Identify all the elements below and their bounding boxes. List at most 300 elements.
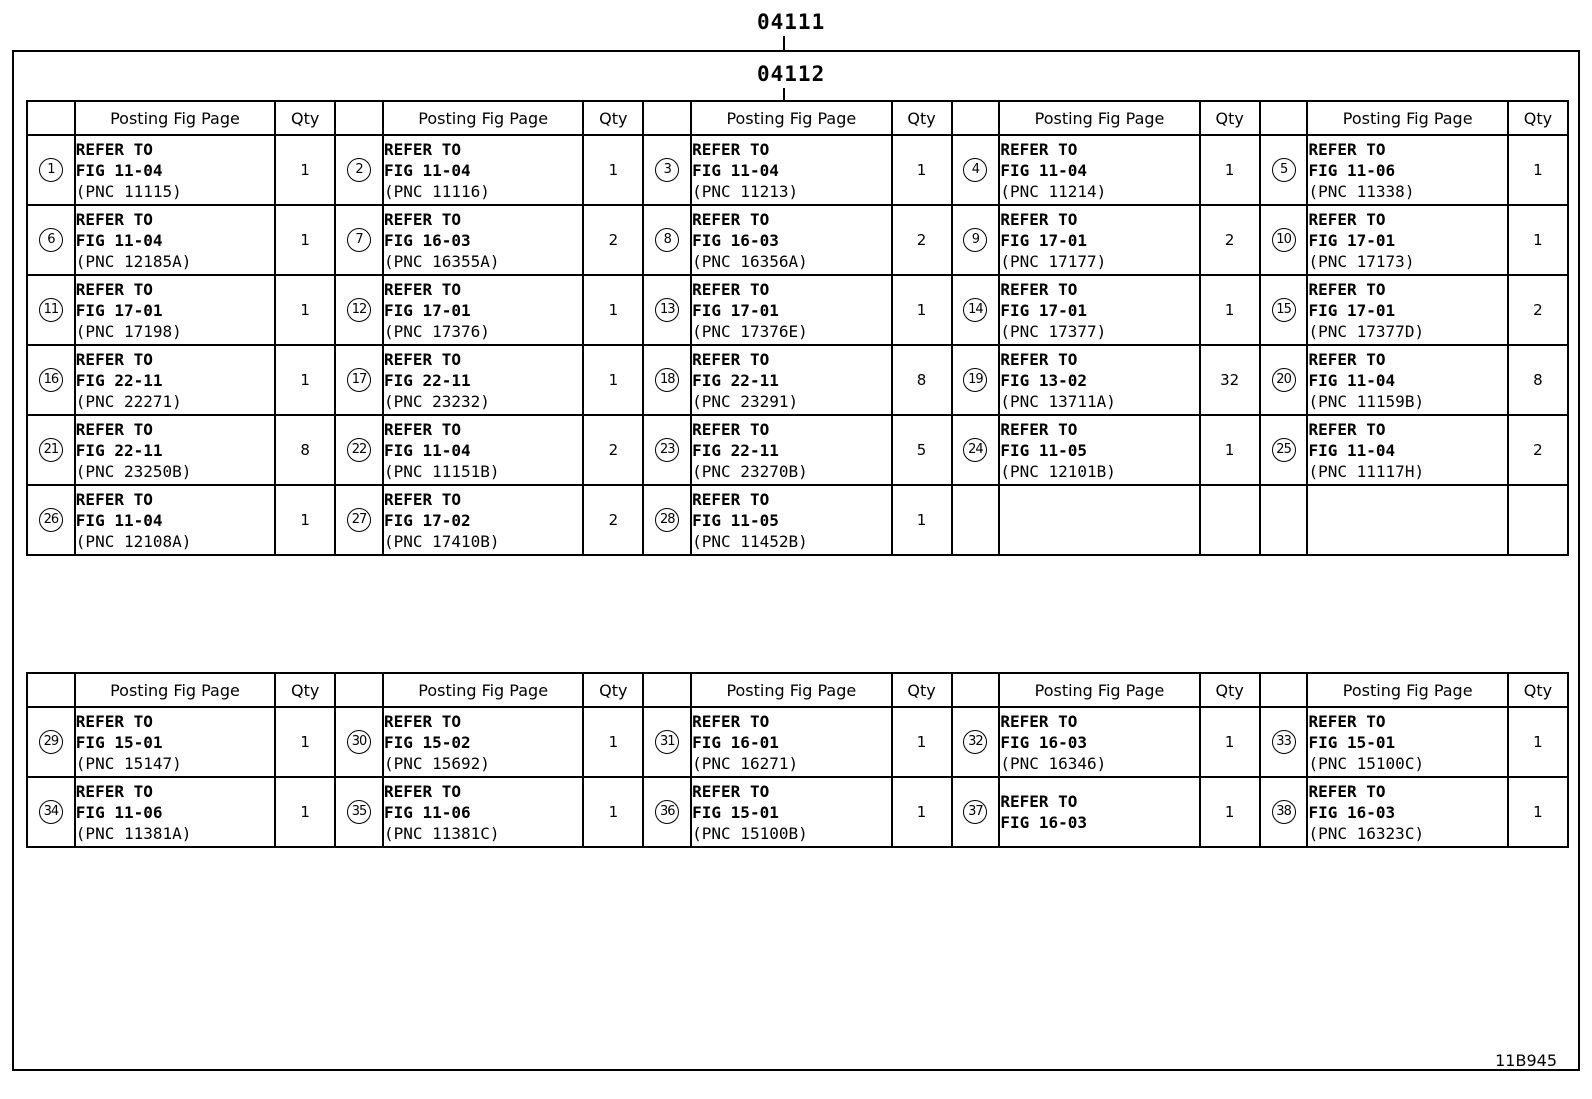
item-number-badge: 26 [39, 508, 63, 532]
refer-line: REFER TO [1308, 419, 1386, 439]
qty-value: 2 [608, 511, 619, 529]
top-part-label: 04111 [757, 10, 826, 34]
pnc-line: (PNC 11214) [1000, 181, 1107, 201]
refer-line: REFER TO [692, 781, 770, 801]
table-row [27, 485, 1568, 555]
item-index-cell [1260, 415, 1308, 485]
fig-line: FIG 11-04 [75, 230, 163, 250]
posting-cell [691, 777, 891, 847]
item-number-badge: 10 [1272, 228, 1296, 252]
item-number-badge: 19 [963, 368, 987, 392]
posting-cell [1307, 777, 1507, 847]
qty-cell [1200, 345, 1260, 415]
item-index-cell [335, 135, 383, 205]
item-index-cell [27, 205, 75, 275]
item-number-badge: 6 [39, 228, 63, 252]
qty-cell [583, 707, 643, 777]
item-number-badge: 37 [963, 800, 987, 824]
refer-line: REFER TO [75, 419, 153, 439]
table-row [27, 275, 1568, 345]
qty-value: 1 [1533, 161, 1543, 179]
qty-value: 2 [1533, 441, 1543, 459]
qty-cell [1508, 205, 1568, 275]
refer-line: REFER TO [692, 419, 770, 439]
refer-line: REFER TO [1000, 792, 1078, 811]
item-index-cell [952, 415, 1000, 485]
item-index-cell [952, 485, 1000, 555]
fig-line: FIG 15-01 [1308, 732, 1396, 752]
fig-line: FIG 16-01 [692, 732, 779, 752]
item-number-badge: 3 [655, 158, 679, 182]
refer-line: REFER TO [692, 349, 770, 369]
item-index-cell [643, 205, 691, 275]
fig-line: FIG 16-03 [383, 230, 471, 250]
item-number-badge: 2 [347, 158, 371, 182]
posting-cell [1307, 415, 1507, 485]
fig-line: FIG 11-05 [692, 510, 779, 530]
refer-line: REFER TO [1000, 419, 1078, 439]
parts-table-upper [26, 100, 1569, 556]
pnc-line: (PNC 17198) [75, 321, 182, 341]
fig-line: FIG 17-01 [1000, 230, 1088, 250]
qty-cell [1200, 275, 1260, 345]
posting-cell [383, 777, 583, 847]
pnc-line: (PNC 16355A) [383, 251, 500, 271]
fig-line: FIG 16-03 [1000, 732, 1088, 752]
qty-value: 5 [916, 441, 927, 459]
refer-line: REFER TO [1308, 349, 1386, 369]
posting-cell [75, 485, 275, 555]
posting-cell [999, 415, 1199, 485]
pnc-line: (PNC 17376E) [692, 321, 808, 341]
item-index-cell [1260, 777, 1308, 847]
fig-line: FIG 15-02 [383, 732, 471, 752]
qty-cell [275, 345, 335, 415]
posting-cell [75, 135, 275, 205]
fig-line: FIG 16-03 [1308, 802, 1396, 822]
item-index-cell [643, 415, 691, 485]
pnc-line: (PNC 15100C) [1308, 753, 1425, 773]
item-number-badge: 35 [347, 800, 371, 824]
qty-value: 8 [1533, 371, 1543, 389]
fig-line: FIG 17-01 [75, 300, 163, 320]
item-index-cell [1260, 205, 1308, 275]
pnc-line: (PNC 22271) [75, 391, 182, 411]
fig-line: FIG 22-11 [75, 370, 163, 390]
qty-value: 1 [300, 371, 310, 389]
pnc-line: (PNC 13711A) [1000, 391, 1116, 411]
fig-line: FIG 22-11 [75, 440, 163, 460]
item-number-badge: 31 [655, 730, 679, 754]
qty-cell [275, 135, 335, 205]
refer-line: REFER TO [75, 781, 153, 801]
posting-cell [383, 415, 583, 485]
qty-value: 1 [300, 733, 310, 751]
fig-line: FIG 11-06 [383, 802, 471, 822]
pnc-line: (PNC 11213) [692, 181, 799, 201]
header-posting: Posting Fig Page [691, 673, 891, 707]
pnc-line: (PNC 17377) [1000, 321, 1107, 341]
refer-line: REFER TO [75, 711, 153, 731]
posting-cell [691, 707, 891, 777]
parts-table-lower [26, 672, 1569, 848]
item-number-badge: 24 [963, 438, 987, 462]
refer-line: REFER TO [383, 209, 462, 229]
qty-value: 1 [608, 371, 619, 389]
qty-cell [892, 415, 952, 485]
qty-value: 1 [300, 803, 310, 821]
item-index-cell [643, 135, 691, 205]
item-index-cell [1260, 275, 1308, 345]
refer-line: REFER TO [383, 419, 462, 439]
posting-cell [383, 345, 583, 415]
header-index-cell [335, 101, 383, 135]
fig-line: FIG 16-03 [692, 230, 779, 250]
item-index-cell [952, 275, 1000, 345]
qty-cell [583, 345, 643, 415]
qty-cell [892, 485, 952, 555]
qty-cell [275, 205, 335, 275]
refer-line: REFER TO [692, 209, 770, 229]
pnc-line: (PNC 11159B) [1308, 391, 1425, 411]
qty-cell [892, 205, 952, 275]
qty-cell [275, 415, 335, 485]
refer-line: REFER TO [692, 489, 770, 509]
item-number-badge: 5 [1272, 158, 1296, 182]
pnc-line: (PNC 11117H) [1308, 461, 1425, 481]
item-number-badge: 18 [655, 368, 679, 392]
refer-line: REFER TO [1308, 279, 1386, 299]
item-index-cell [335, 415, 383, 485]
table-row [27, 345, 1568, 415]
item-number-badge: 9 [963, 228, 987, 252]
header-qty: Qty [1508, 101, 1568, 135]
fig-line: FIG 17-01 [1000, 300, 1088, 320]
header-index-cell [1260, 673, 1308, 707]
posting-cell [75, 205, 275, 275]
qty-cell [1508, 707, 1568, 777]
item-index-cell [643, 707, 691, 777]
qty-value: 2 [1533, 301, 1543, 319]
fig-line: FIG 22-11 [383, 370, 471, 390]
qty-cell [1508, 345, 1568, 415]
item-number-badge: 21 [39, 438, 63, 462]
fig-line: FIG 17-01 [692, 300, 779, 320]
qty-value: 1 [1224, 161, 1235, 179]
posting-cell [999, 275, 1199, 345]
item-index-cell [643, 777, 691, 847]
fig-line: FIG 17-01 [383, 300, 471, 320]
header-index-cell [643, 673, 691, 707]
refer-line: REFER TO [1308, 781, 1386, 801]
posting-cell [383, 485, 583, 555]
pnc-line: (PNC 12108A) [75, 531, 192, 551]
fig-line: FIG 11-04 [1308, 370, 1396, 390]
pnc-line: (PNC 11115) [75, 181, 182, 201]
header-posting: Posting Fig Page [999, 101, 1199, 135]
refer-line: REFER TO [692, 279, 770, 299]
item-index-cell [952, 777, 1000, 847]
refer-line: REFER TO [383, 711, 462, 731]
posting-cell [1307, 707, 1507, 777]
inner-part-label: 04112 [757, 62, 826, 86]
posting-cell [691, 485, 891, 555]
qty-cell [583, 485, 643, 555]
refer-line: REFER TO [1308, 711, 1386, 731]
pnc-line: (PNC 12101B) [1000, 461, 1116, 481]
fig-line: FIG 22-11 [692, 440, 779, 460]
header-qty: Qty [1508, 673, 1568, 707]
qty-cell [275, 707, 335, 777]
posting-cell [691, 345, 891, 415]
item-number-badge: 15 [1272, 298, 1296, 322]
item-index-cell [952, 205, 1000, 275]
header-row [27, 101, 1568, 135]
refer-line: REFER TO [75, 139, 153, 159]
qty-value: 1 [1533, 231, 1543, 249]
posting-cell [383, 707, 583, 777]
fig-line: FIG 11-05 [1000, 440, 1088, 460]
qty-value: 1 [1224, 733, 1235, 751]
item-index-cell [335, 275, 383, 345]
item-number-badge: 14 [963, 298, 987, 322]
posting-cell [75, 275, 275, 345]
qty-value: 1 [916, 803, 927, 821]
item-number-badge: 7 [347, 228, 371, 252]
header-index-cell [27, 673, 75, 707]
qty-value: 8 [300, 441, 310, 459]
item-number-badge: 4 [963, 158, 987, 182]
refer-line: REFER TO [383, 489, 462, 509]
qty-value: 1 [608, 301, 619, 319]
pnc-line: (PNC 17410B) [383, 531, 500, 551]
posting-cell [1307, 205, 1507, 275]
posting-cell [383, 275, 583, 345]
item-index-cell [952, 135, 1000, 205]
header-posting: Posting Fig Page [383, 673, 583, 707]
header-index-cell [27, 101, 75, 135]
qty-cell [1200, 415, 1260, 485]
pnc-line: (PNC 11381A) [75, 823, 192, 843]
pnc-line: (PNC 17177) [1000, 251, 1107, 271]
qty-cell [1508, 135, 1568, 205]
qty-value: 1 [916, 511, 927, 529]
item-number-badge: 28 [655, 508, 679, 532]
posting-cell [1307, 135, 1507, 205]
fig-line: FIG 11-04 [1308, 440, 1396, 460]
refer-line: REFER TO [1000, 349, 1078, 369]
refer-line: REFER TO [1000, 209, 1078, 229]
qty-value: 8 [916, 371, 927, 389]
posting-cell [999, 135, 1199, 205]
refer-line: REFER TO [1308, 209, 1386, 229]
qty-cell [1200, 135, 1260, 205]
qty-cell [1200, 485, 1260, 555]
item-index-cell [335, 485, 383, 555]
qty-cell [275, 275, 335, 345]
item-index-cell [27, 275, 75, 345]
header-qty: Qty [275, 673, 335, 707]
qty-value: 1 [916, 301, 927, 319]
pnc-line: (PNC 23270B) [692, 461, 808, 481]
qty-cell [1508, 275, 1568, 345]
posting-cell [999, 205, 1199, 275]
item-index-cell [643, 485, 691, 555]
fig-line: FIG 11-04 [383, 160, 471, 180]
table-row [27, 777, 1568, 847]
qty-cell [1200, 777, 1260, 847]
qty-value: 1 [916, 161, 927, 179]
header-index-cell [952, 101, 1000, 135]
pnc-line: (PNC 17173) [1308, 251, 1415, 271]
posting-cell [999, 485, 1199, 555]
fig-line: FIG 17-01 [1308, 300, 1396, 320]
qty-value: 1 [1224, 441, 1235, 459]
qty-cell [892, 275, 952, 345]
header-qty: Qty [1200, 673, 1260, 707]
item-index-cell [1260, 485, 1308, 555]
posting-cell [75, 345, 275, 415]
item-number-badge: 13 [655, 298, 679, 322]
refer-line: REFER TO [383, 139, 462, 159]
top-leader-line [783, 36, 785, 50]
fig-line: FIG 17-01 [1308, 230, 1396, 250]
qty-cell [583, 135, 643, 205]
refer-line: REFER TO [383, 781, 462, 801]
posting-cell [999, 345, 1199, 415]
qty-value: 1 [300, 301, 310, 319]
fig-line: FIG 17-02 [383, 510, 471, 530]
item-number-badge: 12 [347, 298, 371, 322]
header-qty: Qty [583, 101, 643, 135]
qty-cell [1508, 485, 1568, 555]
posting-cell [75, 415, 275, 485]
item-index-cell [27, 777, 75, 847]
qty-value: 1 [1224, 803, 1235, 821]
pnc-line: (PNC 16356A) [692, 251, 808, 271]
item-index-cell [335, 205, 383, 275]
table-row [27, 205, 1568, 275]
qty-cell [1200, 205, 1260, 275]
posting-cell [999, 707, 1199, 777]
qty-cell [892, 777, 952, 847]
header-index-cell [952, 673, 1000, 707]
qty-cell [583, 415, 643, 485]
item-index-cell [335, 345, 383, 415]
posting-cell [1307, 345, 1507, 415]
fig-line: FIG 15-01 [692, 802, 779, 822]
refer-line: REFER TO [1000, 279, 1078, 299]
pnc-line: (PNC 16346) [1000, 753, 1107, 773]
item-number-badge: 34 [39, 800, 63, 824]
pnc-line: (PNC 17377D) [1308, 321, 1425, 341]
pnc-line: (PNC 17376) [383, 321, 490, 341]
posting-cell [691, 275, 891, 345]
header-qty: Qty [892, 673, 952, 707]
header-posting: Posting Fig Page [1307, 673, 1507, 707]
qty-value: 1 [300, 511, 310, 529]
qty-cell [275, 777, 335, 847]
header-posting: Posting Fig Page [1307, 101, 1507, 135]
qty-value: 1 [300, 231, 310, 249]
item-number-badge: 16 [39, 368, 63, 392]
item-number-badge: 29 [39, 730, 63, 754]
header-posting: Posting Fig Page [75, 673, 275, 707]
qty-cell [583, 205, 643, 275]
posting-cell [383, 205, 583, 275]
qty-value: 2 [1224, 231, 1235, 249]
table-row [27, 415, 1568, 485]
item-number-badge: 8 [655, 228, 679, 252]
item-number-badge: 25 [1272, 438, 1296, 462]
pnc-line: (PNC 15147) [75, 753, 182, 773]
posting-cell [691, 205, 891, 275]
pnc-line: (PNC 16323C) [1308, 823, 1425, 843]
header-qty: Qty [1200, 101, 1260, 135]
header-qty: Qty [275, 101, 335, 135]
qty-value: 1 [608, 803, 619, 821]
refer-line: REFER TO [75, 209, 153, 229]
refer-line: REFER TO [75, 349, 153, 369]
header-row [27, 673, 1568, 707]
pnc-line: (PNC 23291) [692, 391, 799, 411]
refer-line: REFER TO [383, 349, 462, 369]
refer-line: REFER TO [1000, 139, 1078, 159]
header-qty: Qty [892, 101, 952, 135]
header-posting: Posting Fig Page [383, 101, 583, 135]
item-number-badge: 23 [655, 438, 679, 462]
fig-line: FIG 11-04 [75, 510, 163, 530]
qty-cell [1200, 707, 1260, 777]
qty-value: 1 [608, 733, 619, 751]
pnc-line: (PNC 15100B) [692, 823, 808, 843]
item-index-cell [1260, 707, 1308, 777]
pnc-line: (PNC 11381C) [383, 823, 500, 843]
fig-line: FIG 13-02 [1000, 370, 1088, 390]
item-index-cell [643, 275, 691, 345]
qty-value: 2 [608, 231, 619, 249]
item-index-cell [952, 707, 1000, 777]
refer-line: REFER TO [383, 279, 462, 299]
pnc-line: (PNC 11338) [1308, 181, 1415, 201]
diagram-code: 11B945 [1495, 1051, 1557, 1070]
item-number-badge: 27 [347, 508, 371, 532]
refer-line: REFER TO [692, 139, 770, 159]
qty-cell [583, 777, 643, 847]
refer-line: REFER TO [75, 489, 153, 509]
qty-cell [892, 135, 952, 205]
posting-cell [75, 707, 275, 777]
posting-cell [1307, 275, 1507, 345]
item-number-badge: 17 [347, 368, 371, 392]
refer-line: REFER TO [75, 279, 153, 299]
item-index-cell [1260, 345, 1308, 415]
header-index-cell [643, 101, 691, 135]
pnc-line: (PNC 15692) [383, 753, 490, 773]
pnc-line: (PNC 11452B) [692, 531, 808, 551]
header-posting: Posting Fig Page [999, 673, 1199, 707]
item-number-badge: 36 [655, 800, 679, 824]
fig-line: FIG 11-04 [692, 160, 779, 180]
posting-cell [999, 777, 1199, 847]
qty-value: 2 [916, 231, 927, 249]
fig-line: FIG 11-06 [1308, 160, 1396, 180]
item-index-cell [335, 707, 383, 777]
pnc-line: (PNC 16271) [692, 753, 799, 773]
qty-value: 1 [1533, 733, 1543, 751]
qty-value: 1 [916, 733, 927, 751]
refer-line: REFER TO [692, 711, 770, 731]
